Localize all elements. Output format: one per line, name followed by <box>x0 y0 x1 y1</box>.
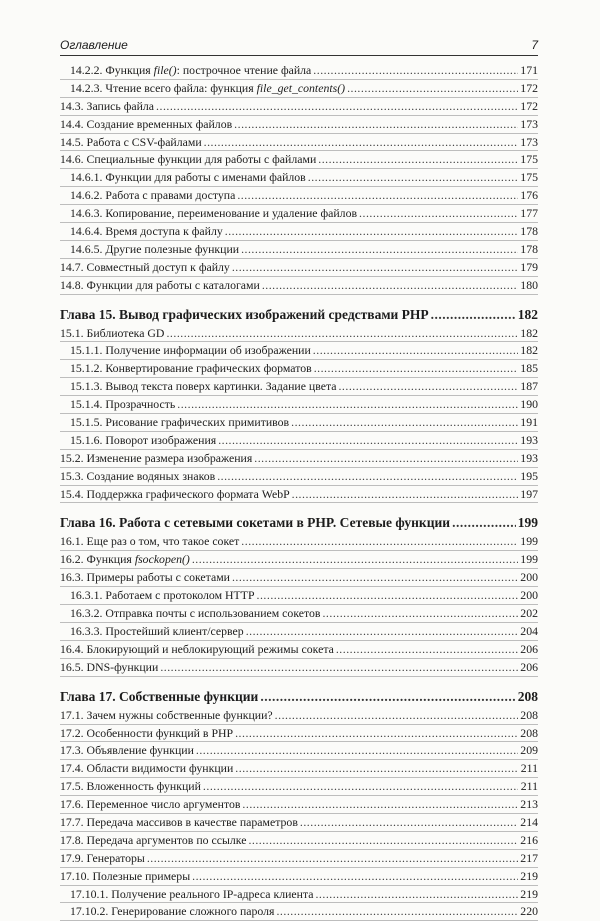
entry-text: Специальные функции для работы с файлами <box>86 152 317 167</box>
entry-text: Передача аргументов по ссылке <box>86 832 247 847</box>
entry-number: 16.1. <box>60 534 84 549</box>
leader-dots <box>452 513 516 532</box>
entry-title <box>60 832 246 849</box>
entry-page: 179 <box>520 259 538 274</box>
entry-title <box>60 850 145 867</box>
leader-dots <box>196 742 518 759</box>
entry-page: 195 <box>520 468 538 483</box>
entry-page: 176 <box>520 188 538 203</box>
entry-text: Генерирование сложного пароля <box>111 904 275 919</box>
leader-dots <box>204 134 518 151</box>
toc-entry[interactable] <box>60 169 538 187</box>
entry-title <box>60 378 336 395</box>
entry-title <box>60 241 239 258</box>
entry-number: 16.3.3. <box>70 623 103 638</box>
entry-text: Функция <box>105 63 154 77</box>
entry-title <box>60 450 252 467</box>
entry-title <box>60 796 240 813</box>
entry-text: Рисование графических примитивов <box>105 415 290 430</box>
toc-entry[interactable] <box>60 259 538 277</box>
entry-title <box>60 342 311 359</box>
entry-title <box>60 468 215 485</box>
toc-entry[interactable] <box>60 868 538 886</box>
entry-code: file() <box>153 63 177 77</box>
entry-code: file_get_contents() <box>256 80 346 95</box>
toc-entry[interactable] <box>60 62 538 80</box>
entry-page: 208 <box>520 725 538 740</box>
entry-number: 16.3. <box>60 570 84 585</box>
entry-number: 15.4. <box>60 486 84 501</box>
toc-entry[interactable] <box>60 551 538 569</box>
entry-title <box>60 569 230 586</box>
entry-page: 190 <box>520 397 538 412</box>
entry-title <box>60 396 175 413</box>
entry-page: 199 <box>520 552 538 567</box>
entry-page: 204 <box>520 623 538 638</box>
entry-page: 173 <box>520 116 538 131</box>
entry-number: 15.1.5. <box>70 415 103 430</box>
leader-dots <box>308 169 518 186</box>
entry-title <box>60 169 306 186</box>
toc-entry[interactable] <box>60 223 538 241</box>
entry-number: 17.2. <box>60 725 84 740</box>
toc-chapter-group <box>60 305 538 504</box>
entry-text: Прозрачность <box>105 397 176 412</box>
entry-text: Блокирующий и неблокирующий режимы сокета <box>86 641 334 656</box>
entry-text: Копирование, переименование и удаление файлов <box>105 206 358 221</box>
entry-page: 182 <box>520 325 538 340</box>
entry-number: 17.10. <box>60 868 90 883</box>
leader-dots <box>318 151 518 168</box>
entry-page: 219 <box>520 886 538 901</box>
entry-title <box>60 116 232 133</box>
toc-entry[interactable] <box>60 325 538 343</box>
leader-dots <box>232 259 518 276</box>
entry-text: Поддержка графического формата WebP <box>86 486 290 501</box>
entry-number: 14.6.1. <box>70 170 103 185</box>
chapter-heading[interactable] <box>60 687 538 706</box>
entry-page: 193 <box>520 432 538 447</box>
entry-text: Особенности функций в PHP <box>86 725 234 740</box>
entry-text: Простейший клиент/сервер <box>105 623 244 638</box>
entry-number: 15.1.6. <box>70 432 103 447</box>
chapter-title: Глава 16. Работа с сетевыми сокетами в PHP. Сетевые функции <box>60 515 451 531</box>
entry-text: Работа с правами доступа <box>105 188 236 203</box>
toc-entry[interactable] <box>60 187 538 205</box>
entry-page: 219 <box>520 868 538 883</box>
entry-text: Создание водяных знаков <box>86 468 216 483</box>
entry-title <box>60 223 223 240</box>
entry-page: 220 <box>520 904 538 919</box>
entry-page: 193 <box>520 450 538 465</box>
leader-dots <box>241 241 518 258</box>
chapter-heading[interactable] <box>60 513 538 532</box>
chapter-heading[interactable] <box>60 305 538 324</box>
entry-text: Получение реального IP-адреса клиента <box>111 886 314 901</box>
leader-dots <box>192 551 518 568</box>
entry-text: Совместный доступ к файлу <box>86 259 230 274</box>
chapter-title: Глава 17. Собственные функции <box>60 688 259 704</box>
toc-chapter-group <box>60 513 538 676</box>
entry-title <box>60 259 230 276</box>
entry-text-suffix: : построчное чтение файла <box>176 63 312 77</box>
entry-number: 16.2. <box>60 552 84 567</box>
toc-entry[interactable] <box>60 277 538 295</box>
leader-dots <box>166 325 518 342</box>
entry-text: Передача массивов в качестве параметров <box>86 814 298 829</box>
leader-dots <box>225 223 518 240</box>
entry-text: Функции для работы с именами файлов <box>105 170 306 185</box>
entry-title <box>60 868 190 885</box>
toc-entry[interactable] <box>60 707 538 725</box>
entry-page: 217 <box>520 850 538 865</box>
leader-dots <box>147 850 518 867</box>
leader-dots <box>291 414 518 431</box>
entry-text: DNS-функции <box>86 659 159 674</box>
leader-dots <box>235 760 518 777</box>
entry-page: 197 <box>520 486 538 501</box>
toc-chapter-group <box>60 62 538 295</box>
toc-entry[interactable] <box>60 414 538 432</box>
entry-text: Области видимости функции <box>86 761 234 776</box>
toc-entry[interactable] <box>60 886 538 904</box>
entry-text: Конвертирование графических форматов <box>105 361 312 376</box>
entry-number: 17.8. <box>60 832 84 847</box>
entry-title <box>60 760 233 777</box>
entry-number: 17.7. <box>60 814 84 829</box>
entry-title <box>60 98 154 115</box>
entry-number: 17.10.1. <box>70 886 109 901</box>
entry-number: 16.3.2. <box>70 606 103 621</box>
entry-title <box>60 903 274 920</box>
entry-number: 15.1.3. <box>70 379 103 394</box>
entry-title <box>60 587 255 604</box>
toc-entry[interactable] <box>60 760 538 778</box>
toc-entry[interactable] <box>60 468 538 486</box>
entry-page: 211 <box>520 779 538 794</box>
running-header <box>60 32 538 56</box>
entry-title <box>60 134 202 151</box>
entry-text: Запись файла <box>86 98 155 113</box>
entry-number: 14.6.3. <box>70 206 103 221</box>
entry-page: 178 <box>520 241 538 256</box>
entry-title <box>60 533 239 550</box>
entry-number: 14.3. <box>60 98 84 113</box>
entry-text: Время доступа к файлу <box>105 224 223 239</box>
entry-page: 173 <box>520 134 538 149</box>
entry-number: 14.6.4. <box>70 224 103 239</box>
entry-page: 185 <box>520 361 538 376</box>
entry-page: 199 <box>520 534 538 549</box>
toc-entry[interactable] <box>60 641 538 659</box>
entry-title <box>60 659 158 676</box>
entry-number: 16.3.1. <box>70 588 103 603</box>
toc-entry[interactable] <box>60 241 538 259</box>
entry-page: 200 <box>520 588 538 603</box>
entry-page: 206 <box>520 659 538 674</box>
toc-entry[interactable] <box>60 742 538 760</box>
entry-title <box>60 277 260 294</box>
entry-number: 15.2. <box>60 450 84 465</box>
toc-entry[interactable] <box>60 587 538 605</box>
leader-dots <box>232 569 518 586</box>
toc-entry[interactable] <box>60 623 538 641</box>
leader-dots <box>217 468 518 485</box>
entry-page: 178 <box>520 224 538 239</box>
leader-dots <box>156 98 518 115</box>
entry-title <box>60 414 289 431</box>
entry-number: 14.2.3. <box>70 80 103 95</box>
entry-page: 216 <box>520 832 538 847</box>
toc-entry[interactable] <box>60 378 538 396</box>
leader-dots <box>338 378 518 395</box>
entry-title <box>60 360 312 377</box>
leader-dots <box>242 796 518 813</box>
entry-number: 15.1.4. <box>70 397 103 412</box>
leader-dots <box>313 342 518 359</box>
toc-entry[interactable] <box>60 360 538 378</box>
toc-entry[interactable] <box>60 605 538 623</box>
entry-text: Другие полезные функции <box>105 241 240 256</box>
toc-entry[interactable] <box>60 342 538 360</box>
entry-text: Получение информации об изображении <box>105 343 311 358</box>
leader-dots <box>275 707 518 724</box>
entry-text: Зачем нужны собственные функции? <box>86 707 273 722</box>
leader-dots <box>235 725 518 742</box>
table-of-contents <box>60 62 538 921</box>
leader-dots <box>254 450 518 467</box>
entry-page: 175 <box>520 152 538 167</box>
leader-dots <box>203 778 518 795</box>
toc-entry[interactable] <box>60 116 538 134</box>
entry-title <box>60 742 194 759</box>
entry-number: 15.1. <box>60 325 84 340</box>
entry-number: 14.4. <box>60 116 84 131</box>
entry-title <box>60 814 298 831</box>
entry-page: 191 <box>520 415 538 430</box>
leader-dots <box>237 187 518 204</box>
leader-dots <box>359 205 518 222</box>
entry-title <box>60 486 290 503</box>
entry-number: 17.4. <box>60 761 84 776</box>
toc-entry[interactable] <box>60 450 538 468</box>
entry-page: 182 <box>520 343 538 358</box>
entry-text: Функция <box>86 552 135 567</box>
entry-text: Переменное число аргументов <box>86 797 241 812</box>
entry-number: 17.10.2. <box>70 904 109 919</box>
chapter-page: 199 <box>517 515 538 531</box>
toc-entry[interactable] <box>60 80 538 98</box>
entry-text: Полезные примеры <box>92 868 191 883</box>
entry-text: Библиотека GD <box>86 325 165 340</box>
leader-dots <box>257 587 518 604</box>
chapter-page: 182 <box>517 306 538 322</box>
leader-dots <box>314 360 518 377</box>
entry-title <box>60 707 273 724</box>
entry-number: 17.1. <box>60 707 84 722</box>
entry-title <box>60 641 334 658</box>
leader-dots <box>300 814 518 831</box>
entry-title <box>60 551 190 568</box>
entry-text: Поворот изображения <box>105 432 217 447</box>
entry-text: Примеры работы с сокетами <box>86 570 230 585</box>
entry-title <box>60 187 235 204</box>
entry-text: Вложенность функций <box>86 779 201 794</box>
entry-text: Изменение размера изображения <box>86 450 253 465</box>
entry-title <box>60 886 313 903</box>
section-title: Оглавление <box>60 38 128 52</box>
entry-title <box>60 80 345 97</box>
entry-page: 202 <box>520 606 538 621</box>
toc-entry[interactable] <box>60 903 538 921</box>
leader-dots <box>246 623 518 640</box>
entry-page: 200 <box>520 570 538 585</box>
entry-number: 17.6. <box>60 797 84 812</box>
entry-number: 14.7. <box>60 259 84 274</box>
leader-dots <box>177 396 518 413</box>
leader-dots <box>336 641 518 658</box>
entry-text: Функции для работы с каталогами <box>86 277 260 292</box>
entry-page: 172 <box>520 80 538 95</box>
toc-entry[interactable] <box>60 486 538 504</box>
leader-dots <box>192 868 518 885</box>
entry-text: Работа с CSV-файлами <box>86 134 202 149</box>
toc-entry[interactable] <box>60 151 538 169</box>
entry-number: 15.3. <box>60 468 84 483</box>
leader-dots <box>234 116 518 133</box>
entry-number: 16.4. <box>60 641 84 656</box>
entry-number: 14.8. <box>60 277 84 292</box>
toc-entry[interactable] <box>60 396 538 414</box>
leader-dots <box>276 903 518 920</box>
leader-dots <box>292 486 518 503</box>
entry-text: Отправка почты с использованием сокетов <box>105 606 321 621</box>
entry-page: 206 <box>520 641 538 656</box>
toc-entry[interactable] <box>60 814 538 832</box>
entry-page: 213 <box>520 797 538 812</box>
entry-code: fsockopen() <box>134 552 190 567</box>
leader-dots <box>313 62 518 79</box>
entry-title <box>60 605 320 622</box>
entry-number: 14.6.2. <box>70 188 103 203</box>
entry-title <box>60 151 316 168</box>
leader-dots <box>347 80 518 97</box>
toc-entry[interactable] <box>60 778 538 796</box>
entry-title <box>60 62 311 79</box>
entry-page: 214 <box>520 814 538 829</box>
leader-dots <box>262 277 518 294</box>
toc-entry[interactable] <box>60 832 538 850</box>
toc-entry[interactable] <box>60 569 538 587</box>
leader-dots <box>248 832 518 849</box>
toc-entry[interactable] <box>60 205 538 223</box>
entry-number: 14.6.5. <box>70 241 103 256</box>
entry-text: Еще раз о том, что такое сокет <box>86 534 240 549</box>
toc-entry[interactable] <box>60 134 538 152</box>
entry-number: 17.9. <box>60 850 84 865</box>
toc-chapter-group <box>60 687 538 921</box>
entry-page: 211 <box>520 761 538 776</box>
entry-title <box>60 325 164 342</box>
entry-number: 14.6. <box>60 152 84 167</box>
leader-dots <box>322 605 518 622</box>
entry-text: Генераторы <box>86 850 145 865</box>
leader-dots <box>218 432 518 449</box>
entry-page: 171 <box>520 63 538 77</box>
entry-page: 208 <box>520 707 538 722</box>
entry-title <box>60 778 201 795</box>
leader-dots <box>160 659 518 676</box>
entry-text: Работаем с протоколом HTTP <box>105 588 255 603</box>
entry-title <box>60 623 244 640</box>
entry-page: 209 <box>520 743 538 758</box>
entry-number: 15.1.1. <box>70 343 103 358</box>
toc-entry[interactable] <box>60 796 538 814</box>
entry-page: 180 <box>520 277 538 292</box>
entry-text: Чтение всего файла: функция <box>105 80 257 95</box>
toc-entry[interactable] <box>60 533 538 551</box>
page-number: 7 <box>531 38 538 52</box>
entry-number: 15.1.2. <box>70 361 103 376</box>
entry-text: Вывод текста поверх картинки. Задание цвета <box>105 379 337 394</box>
entry-number: 14.5. <box>60 134 84 149</box>
leader-dots <box>431 305 516 324</box>
toc-entry[interactable] <box>60 98 538 116</box>
entry-text: Создание временных файлов <box>86 116 233 131</box>
entry-page: 172 <box>520 98 538 113</box>
entry-number: 14.2.2. <box>70 63 103 77</box>
entry-page: 175 <box>520 170 538 185</box>
entry-title <box>60 432 216 449</box>
entry-page: 187 <box>520 379 538 394</box>
leader-dots <box>260 687 515 706</box>
entry-number: 17.5. <box>60 779 84 794</box>
toc-entry[interactable] <box>60 659 538 677</box>
chapter-title: Глава 15. Вывод графических изображений средствами PHP <box>60 306 429 322</box>
entry-title <box>60 725 233 742</box>
entry-number: 17.3. <box>60 743 84 758</box>
entry-number: 16.5. <box>60 659 84 674</box>
entry-title <box>60 205 357 222</box>
toc-entry[interactable] <box>60 850 538 868</box>
entry-page: 177 <box>520 206 538 221</box>
toc-entry[interactable] <box>60 432 538 450</box>
leader-dots <box>315 886 518 903</box>
leader-dots <box>241 533 518 550</box>
chapter-page: 208 <box>517 688 538 704</box>
toc-entry[interactable] <box>60 725 538 743</box>
entry-text: Объявление функции <box>86 743 194 758</box>
